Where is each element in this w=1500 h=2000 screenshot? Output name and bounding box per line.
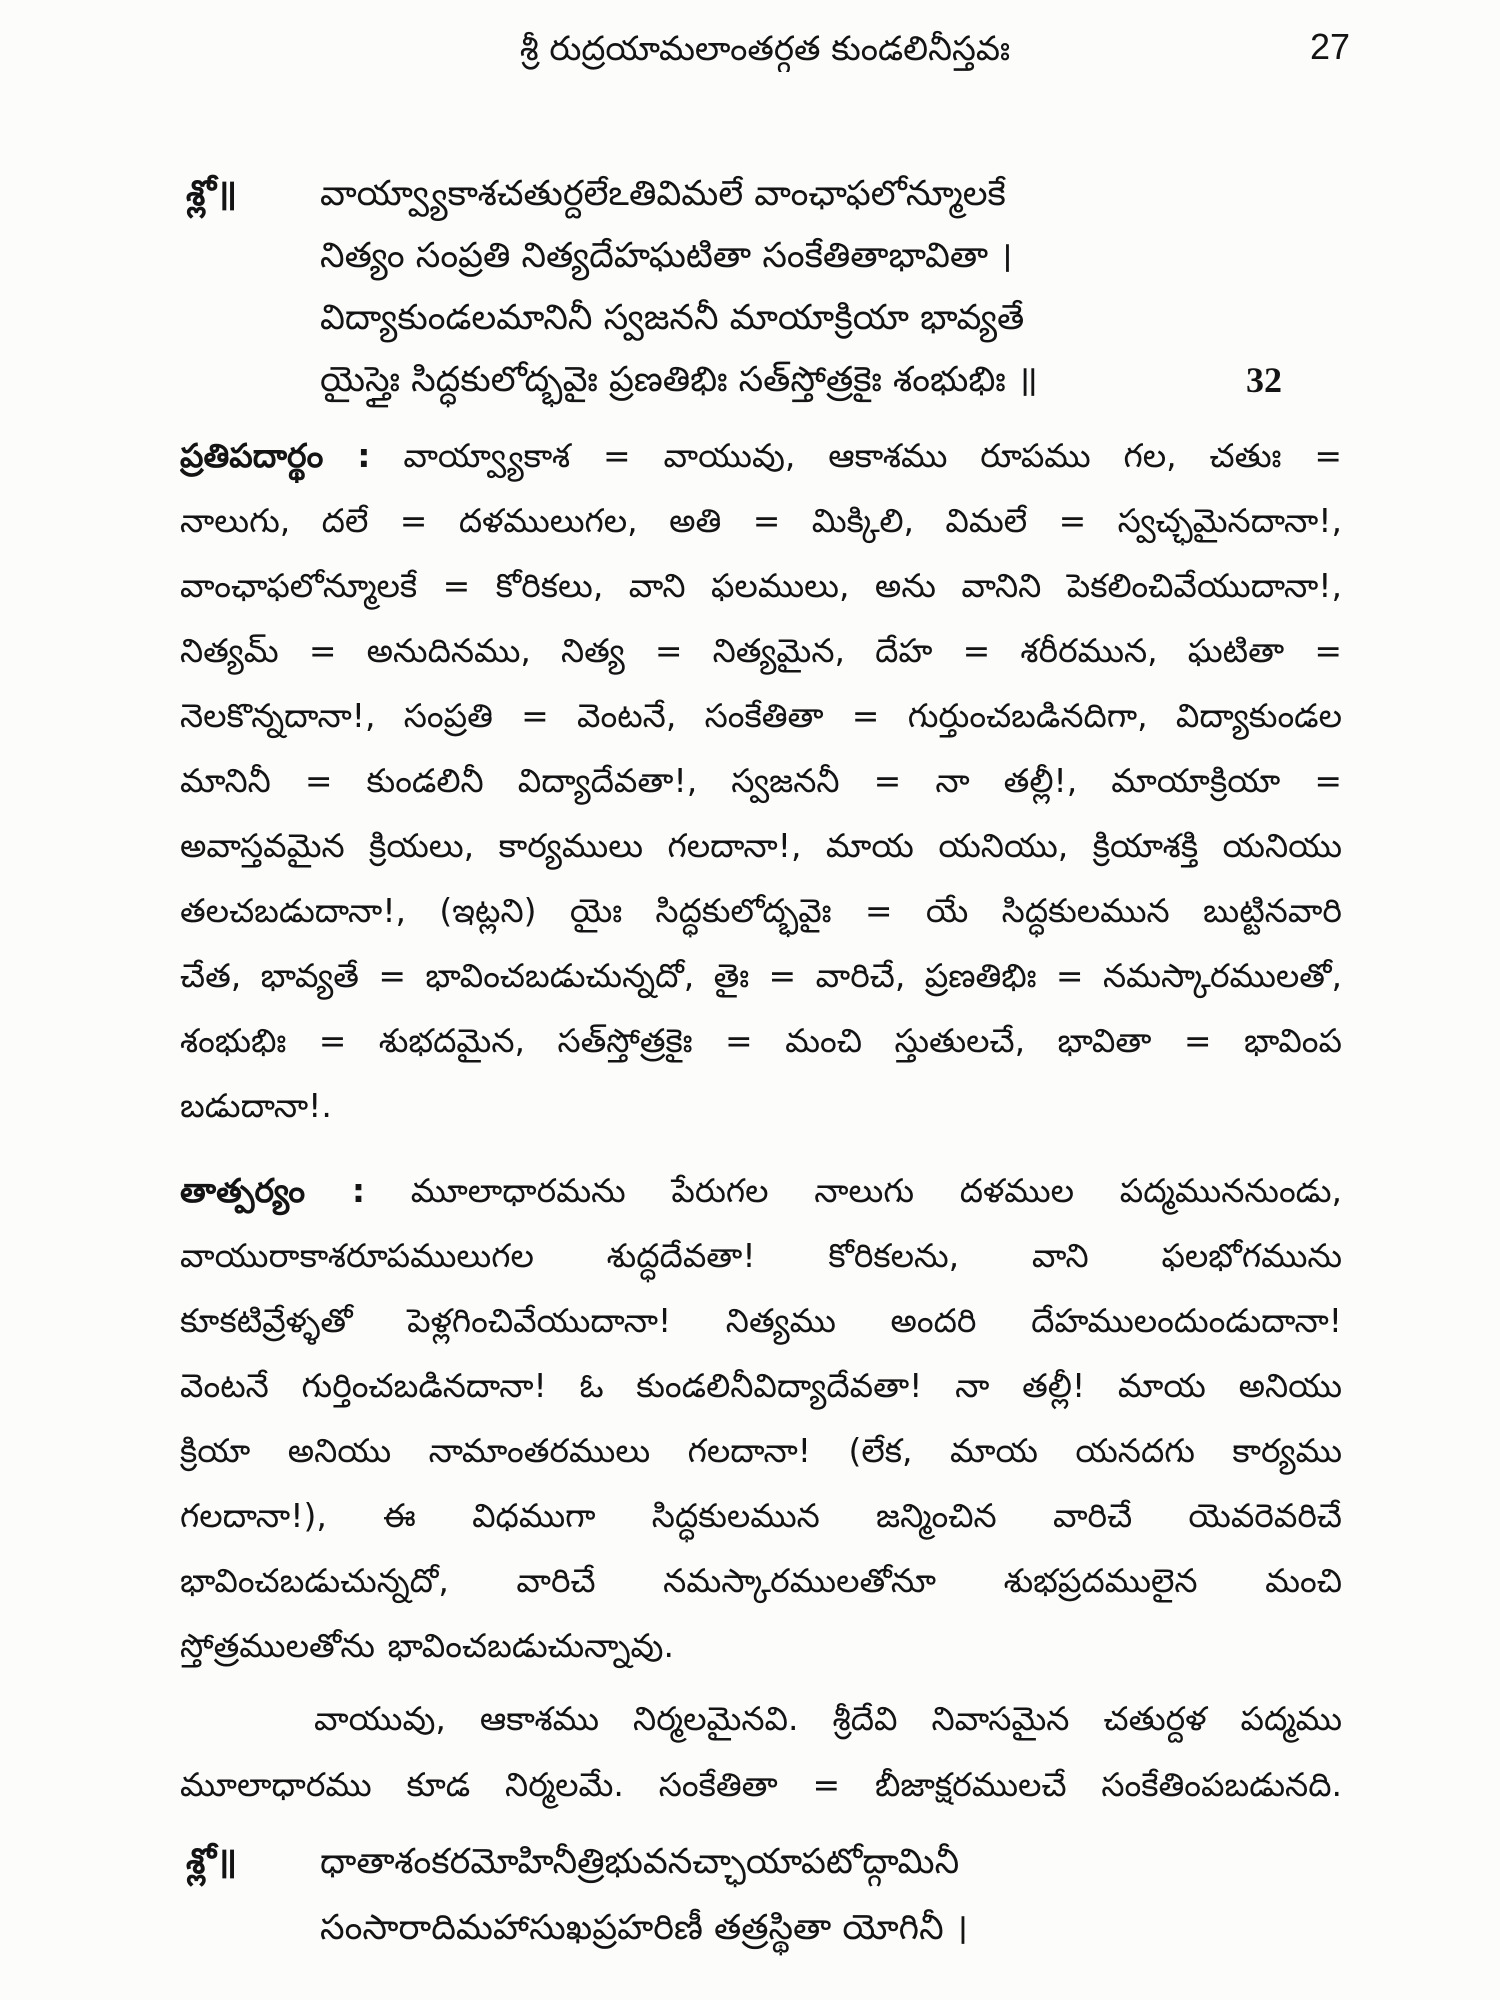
verse-number: 32 <box>1246 360 1282 400</box>
summary-line <box>180 1158 1342 1223</box>
verse-line: సంసారాదిమహాసుఖప్రహరిణీ తత్రస్థితా యోగినీ । <box>320 1908 969 1948</box>
verse-line: విద్యాకుండలమానినీ స్వజననీ మాయాక్రియా భావ్యతే <box>320 298 1025 338</box>
summary-line: కూకటివ్రేళ్ళతో పెళ్లగించివేయుదానా! నిత్యము అందరి దేహములందుండుదానా! <box>180 1301 1342 1340</box>
note-line: వాయువు, ఆకాశము నిర్మలమైనవి. శ్రీదేవి నివాసమైన చతుర్దళ పద్మము <box>314 1699 1342 1738</box>
summary-line: స్తోత్రములతోను భావించబడుచున్నావు. <box>180 1626 674 1665</box>
meaning-line: బడుదానా!. <box>180 1086 332 1125</box>
section-label: ప్రతిపదార్థం : <box>180 436 371 475</box>
verse-line: నిత్యం సంప్రతి నిత్యదేహఘటితా సంకేతితాభావితా । <box>320 236 1013 276</box>
meaning-line: నెలకొన్నదానా!, సంప్రతి = వెంటనే, సంకేతితా = గుర్తుంచబడినదిగా, విద్యాకుండల <box>180 696 1342 735</box>
summary-text: మూలాధారమను పేరుగల నాలుగు దళముల పద్మముననుండు, <box>410 1171 1342 1210</box>
section-label: తాత్పర్యం : <box>180 1171 366 1210</box>
meaning-line: వాంఛాఫలోన్మూలకే = కోరికలు, వాని ఫలములు, అను వానిని పెకలించివేయుదానా!, <box>180 566 1342 605</box>
note-line: మూలాధారము కూడ నిర్మలమే. సంకేతితా = బీజాక్షరములచే సంకేతింపబడునది. <box>180 1765 1342 1804</box>
summary-section <box>180 1158 1342 1678</box>
note-paragraph <box>180 1686 1342 1818</box>
verse-label: శ్లో॥ <box>186 174 238 214</box>
meaning-line: మానినీ = కుండలినీ విద్యాదేవతా!, స్వజననీ = నా తల్లీ!, మాయాక్రియా = <box>180 761 1342 800</box>
meaning-line: నాలుగు, దలే = దళములుగల, అతి = మిక్కిలి, విమలే = స్వచ్ఛమైనదానా!, <box>180 501 1342 540</box>
word-meaning-section <box>180 423 1342 1138</box>
page-number: 27 <box>1309 26 1350 67</box>
summary-line: క్రియా అనియు నామాంతరములు గలదానా! (లేక, మాయ యనదగు కార్యము <box>180 1431 1342 1470</box>
summary-line: వాయురాకాశరూపములుగల శుద్ధదేవతా! కోరికలను, వాని ఫలభోగమును <box>180 1236 1342 1275</box>
meaning-line: అవాస్తవమైన క్రియలు, కార్యములు గలదానా!, మాయ యనియు, క్రియాశక్తి యనియు <box>180 826 1342 865</box>
summary-line: వెంటనే గుర్తించబడినదానా! ఓ కుండలినీవిద్యాదేవతా! నా తల్లీ! మాయ అనియు <box>180 1366 1342 1405</box>
verse-32 <box>0 163 1500 413</box>
verse-line: యైస్తైః సిద్ధకులోద్భవైః ప్రణతిభిః సత్‌స్తోత్రకైః శంభుభిః ॥ <box>320 360 1038 400</box>
meaning-line: తలచబడుదానా!, (ఇట్లని) యైః సిద్ధకులోద్భవైః = యే సిద్ధకులమున బుట్టినవారి <box>180 891 1342 930</box>
meaning-text: వాయ్వ్యాకాశ = వాయువు, ఆకాశము రూపము గల, చతుః = <box>403 436 1342 475</box>
summary-line: భావించబడుచున్నదో, వారిచే నమస్కారములతోనూ శుభప్రదములైన మంచి <box>180 1561 1342 1600</box>
verse-label: శ్లో॥ <box>186 1842 238 1882</box>
meaning-line <box>180 423 1342 488</box>
verse-33 <box>0 1829 1500 1963</box>
verse-lines <box>320 1829 1240 1961</box>
meaning-line: చేత, భావ్యతే = భావించబడుచున్నదో, తైః = వారిచే, ప్రణతిభిః = నమస్కారములతో, <box>180 956 1342 995</box>
summary-line: గలదానా!), ఈ విధముగా సిద్ధకులమున జన్మించిన వారిచే యెవరెవరిచే <box>180 1496 1342 1535</box>
meaning-line: నిత్యమ్ = అనుదినము, నిత్య = నిత్యమైన, దేహ = శరీరమున, ఘటితా = <box>180 631 1342 670</box>
verse-line: ధాతాశంకరమోహినీత్రిభువనచ్ఛాయాపటోద్గామినీ <box>320 1842 960 1882</box>
meaning-line: శంభుభిః = శుభదమైన, సత్‌స్తోత్రకైః = మంచి స్తుతులచే, భావితా = భావింప <box>180 1021 1342 1060</box>
verse-line: వాయ్వ్యాకాశచతుర్దలేఽతివిమలే వాంఛాఫలోన్మూలకే <box>320 174 1006 214</box>
verse-lines <box>320 163 1240 411</box>
header-title: శ్రీ రుద్రయామలాంతర్గత కుండలినీస్తవః <box>519 29 1011 69</box>
